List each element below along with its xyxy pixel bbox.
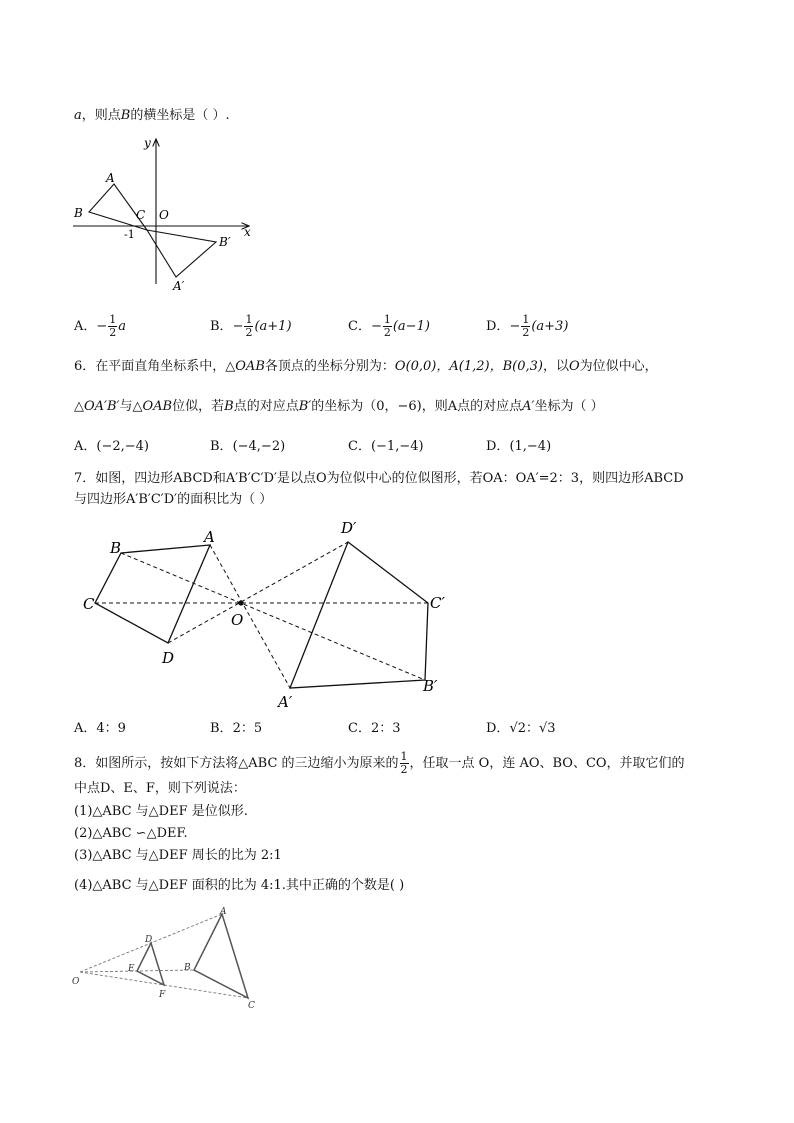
quad-abcd: [95, 545, 210, 643]
fraction: $\frac{1}{2}$: [245, 313, 253, 339]
q6-option-b[interactable]: B．(−4,−2): [210, 439, 286, 454]
q7-figure: [80, 515, 460, 715]
fraction: $\frac{1}{2}$: [383, 313, 391, 339]
ray-A-Ap: [210, 545, 290, 688]
q8-statement-4: (4)△ABC 与△DEF 面积的比为 4:1.其中正确的个数是( ): [74, 878, 405, 893]
q5-tail-line: a，则点B的横坐标是（ ）.: [74, 108, 230, 123]
q6-option-a[interactable]: A．(−2,−4): [74, 439, 149, 454]
q7-option-c[interactable]: C．2：3: [348, 721, 401, 736]
q5-option-b[interactable]: B．− $\frac{1}{2}$ (a+1): [210, 313, 292, 339]
center-o: [238, 600, 243, 605]
label-C-prime: C′: [430, 594, 445, 612]
q7-option-b[interactable]: B．2：5: [210, 721, 263, 736]
label-O: O: [159, 208, 169, 222]
q5-var-a: a: [74, 108, 82, 123]
q6-line-1: 6．在平面直角坐标系中，△OAB各顶点的坐标分别为：O(0,0)，A(1,2)，B(0,3)，以O为位似中心，: [74, 359, 658, 374]
label-B-prime: B′: [219, 235, 231, 249]
label-A: A: [106, 171, 115, 185]
q6-option-d[interactable]: D．(1,−4): [486, 439, 552, 454]
fraction: $\frac{1}{2}$: [522, 313, 530, 339]
label-A-prime: A′: [278, 693, 293, 711]
label-x: x: [244, 225, 251, 239]
q7-option-a[interactable]: A．4：9: [74, 721, 126, 736]
fraction-one-half: $\frac{1}{2}$: [400, 750, 408, 776]
q6-option-c[interactable]: C．(−1,−4): [348, 439, 424, 454]
label-B: B: [184, 963, 191, 973]
label-D-prime: D′: [341, 519, 357, 537]
label-A: A: [220, 907, 227, 917]
q8-figure: [70, 902, 270, 1014]
label-B: B: [74, 206, 83, 220]
label-A: A: [204, 528, 215, 546]
label-B: B: [110, 539, 122, 557]
q7-option-d[interactable]: D．√2：√3: [486, 721, 556, 736]
q8-line-2: 中点D、E、F，则下列说法：: [74, 781, 246, 796]
label-C: C: [248, 1001, 255, 1011]
ray-D-Dp: [168, 542, 348, 643]
q8-line-1: 8．如图所示，按如下方法将△ABC 的三边缩小为原来的 $\frac{1}{2}$ ，任取一点 O，连 AO、BO、CO，并取它们的: [74, 750, 685, 776]
triangle-def: [137, 943, 164, 985]
label-O: O: [231, 611, 244, 629]
label-E: E: [128, 964, 135, 974]
q5-figure: [70, 132, 260, 294]
label-minus-one: -1: [124, 228, 135, 241]
fraction: $\frac{1}{2}$: [109, 313, 117, 339]
q5-option-c[interactable]: C．− $\frac{1}{2}$ (a−1): [348, 313, 430, 339]
label-O: O: [72, 977, 80, 987]
q6-line-2: △OA′B′与△OAB位似，若B点的对应点B′的坐标为（0，−6)，则A点的对应点A′坐标为（ ）: [74, 399, 604, 414]
triangle-abc: [89, 184, 147, 230]
label-D: D: [145, 935, 153, 945]
triangle-abc: [194, 914, 248, 998]
quad-apbpcpdp: [290, 542, 428, 688]
triangle-apbpcp: [147, 230, 216, 277]
label-y: y: [144, 136, 151, 150]
q7-line-1: 7．如图，四边形ABCD和A′B′C′D′是以点O为位似中心的位似图形，若OA：OA′=2：3，则四边形ABCD: [74, 471, 684, 486]
q8-statement-3: (3)△ABC 与△DEF 周长的比为 2:1: [74, 848, 282, 863]
q8-statement-2: (2)△ABC ∽△DEF.: [74, 826, 188, 841]
q5-option-d[interactable]: D．− $\frac{1}{2}$ (a+3): [486, 313, 569, 339]
label-F: F: [159, 990, 166, 1000]
q7-line-2: 与四边形A′B′C′D′的面积比为（ ）: [74, 492, 273, 507]
label-D: D: [162, 649, 175, 667]
label-C: C: [136, 208, 146, 222]
q8-statement-1: (1)△ABC 与△DEF 是位似形.: [74, 804, 248, 819]
label-C: C: [83, 595, 95, 613]
label-A-prime: A′: [173, 279, 185, 293]
q5-option-a[interactable]: A．− $\frac{1}{2}$ a: [74, 313, 127, 339]
label-B-prime: B′: [423, 677, 438, 695]
